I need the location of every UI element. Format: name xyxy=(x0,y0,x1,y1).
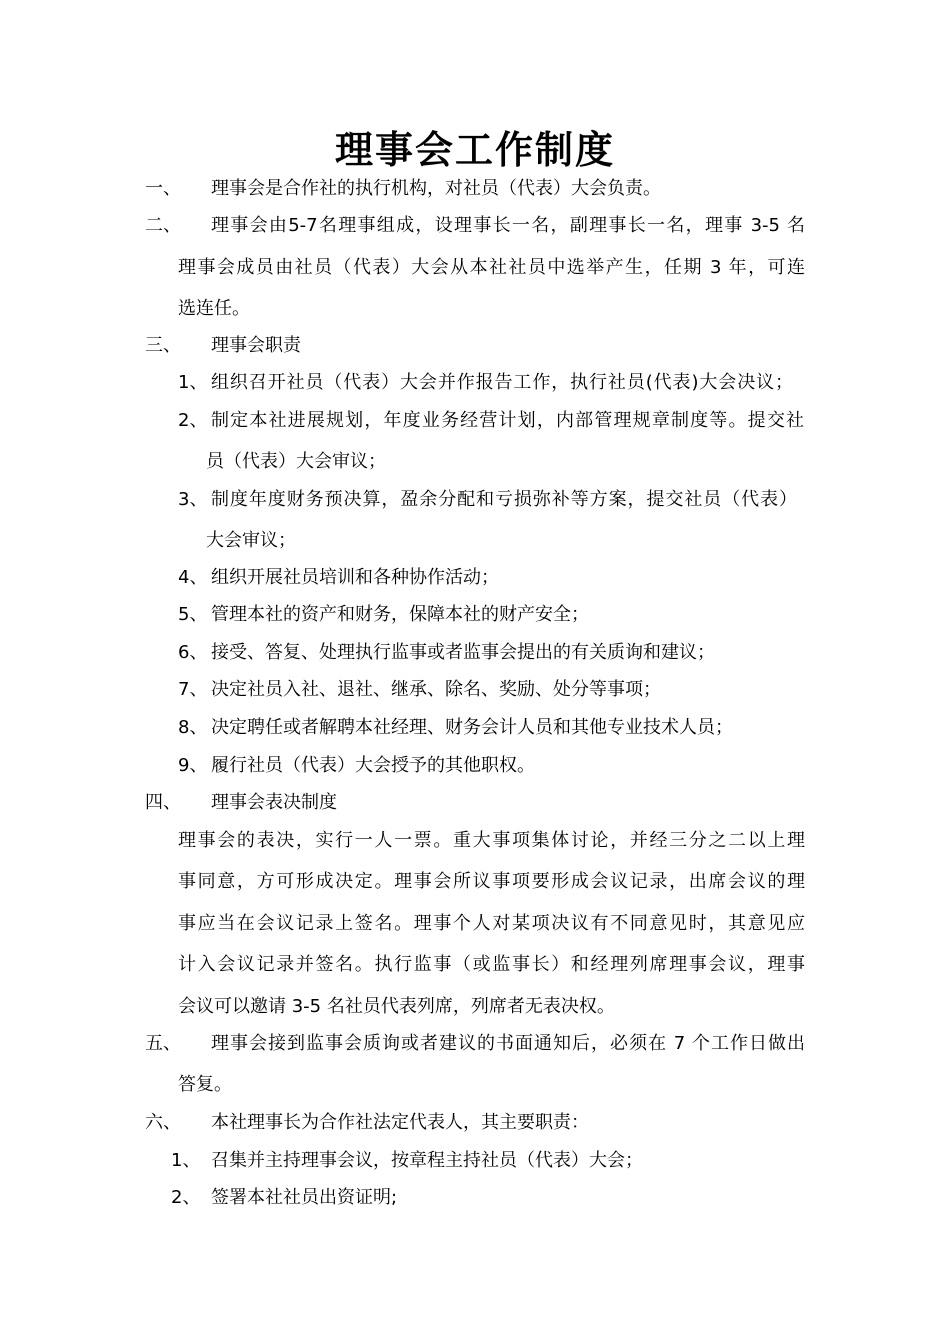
section-4-line-1: 理事会的表决，实行一人一票。重大事项集体讨论，并经三分之二以上理 xyxy=(178,830,805,851)
item-3-7-num: 7、 xyxy=(178,679,208,700)
section-2-marker: 二、 xyxy=(145,215,181,236)
item-3-9-num: 9、 xyxy=(178,755,208,776)
item-3-9-text: 履行社员（代表）大会授予的其他职权。 xyxy=(211,755,535,776)
section-1-text: 理事会是合作社的执行机构，对社员（代表）大会负责。 xyxy=(211,178,661,199)
section-4-line-2: 事同意，方可形成决定。理事会所议事项要形成会议记录，出席会议的理 xyxy=(178,871,805,892)
item-3-4-text: 组织开展社员培训和各种协作活动； xyxy=(211,567,499,588)
section-1-marker: 一、 xyxy=(145,178,181,199)
item-6-2-text: 签署本社社员出资证明; xyxy=(211,1187,398,1208)
item-3-2-num: 2、 xyxy=(178,410,208,431)
item-3-2-line-1: 制定本社进展规划，年度业务经营计划，内部管理规章制度等。提交社 xyxy=(211,410,804,431)
section-3-marker: 三、 xyxy=(145,335,181,356)
section-5-marker: 五、 xyxy=(145,1033,181,1054)
item-3-4-num: 4、 xyxy=(178,567,208,588)
item-3-5-num: 5、 xyxy=(178,604,208,625)
section-4-heading: 理事会表决制度 xyxy=(211,792,337,813)
section-4-line-5: 会议可以邀请 3-5 名社员代表列席，列席者无表决权。 xyxy=(178,996,615,1017)
item-6-1-text: 召集并主持理事会议，按章程主持社员（代表）大会； xyxy=(211,1150,643,1171)
section-5-line-2: 答复。 xyxy=(178,1074,232,1095)
section-5-line-1: 理事会接到监事会质询或者建议的书面通知后，必须在 7 个工作日做出 xyxy=(211,1033,805,1054)
item-3-3-line-1: 制度年度财务预决算，盈余分配和亏损弥补等方案，提交社员（代表） xyxy=(211,489,797,510)
section-4-marker: 四、 xyxy=(145,792,181,813)
page-title: 理事会工作制度 xyxy=(334,128,615,172)
item-3-5-text: 管理本社的资产和财务，保障本社的财产安全； xyxy=(211,604,589,625)
item-3-1-num: 1、 xyxy=(178,372,208,393)
section-4-line-3: 事应当在会议记录上签名。理事个人对某项决议有不同意见时，其意见应 xyxy=(178,913,805,934)
section-4-line-4: 计入会议记录并签名。执行监事（或监事长）和经理列席理事会议，理事 xyxy=(178,954,805,975)
section-6-marker: 六、 xyxy=(145,1112,181,1133)
item-6-2-num: 2、 xyxy=(171,1187,201,1208)
item-3-8-num: 8、 xyxy=(178,717,208,738)
item-3-7-text: 决定社员入社、退社、继承、除名、奖励、处分等事项； xyxy=(211,679,661,700)
item-3-2-line-2: 员（代表）大会审议； xyxy=(206,451,386,472)
section-6-heading: 本社理事长为合作社法定代表人，其主要职责： xyxy=(211,1112,589,1133)
section-2-line-3: 选连任。 xyxy=(178,298,250,319)
item-3-1-text: 组织召开社员（代表）大会并作报告工作，执行社员(代表)大会决议； xyxy=(211,372,793,393)
item-3-6-num: 6、 xyxy=(178,642,208,663)
item-3-6-text: 接受、答复、处理执行监事或者监事会提出的有关质询和建议； xyxy=(211,642,715,663)
item-6-1-num: 1、 xyxy=(171,1150,201,1171)
section-2-line-1: 理事会由5-7名理事组成，设理事长一名，副理事长一名，理事 3-5 名 xyxy=(211,215,805,236)
section-2-line-2: 理事会成员由社员（代表）大会从本社社员中选举产生，任期 3 年，可连 xyxy=(178,257,805,278)
item-3-3-num: 3、 xyxy=(178,489,208,510)
item-3-8-text: 决定聘任或者解聘本社经理、财务会计人员和其他专业技术人员； xyxy=(211,717,733,738)
section-3-heading: 理事会职责 xyxy=(211,335,301,356)
item-3-3-line-2: 大会审议； xyxy=(206,530,296,551)
